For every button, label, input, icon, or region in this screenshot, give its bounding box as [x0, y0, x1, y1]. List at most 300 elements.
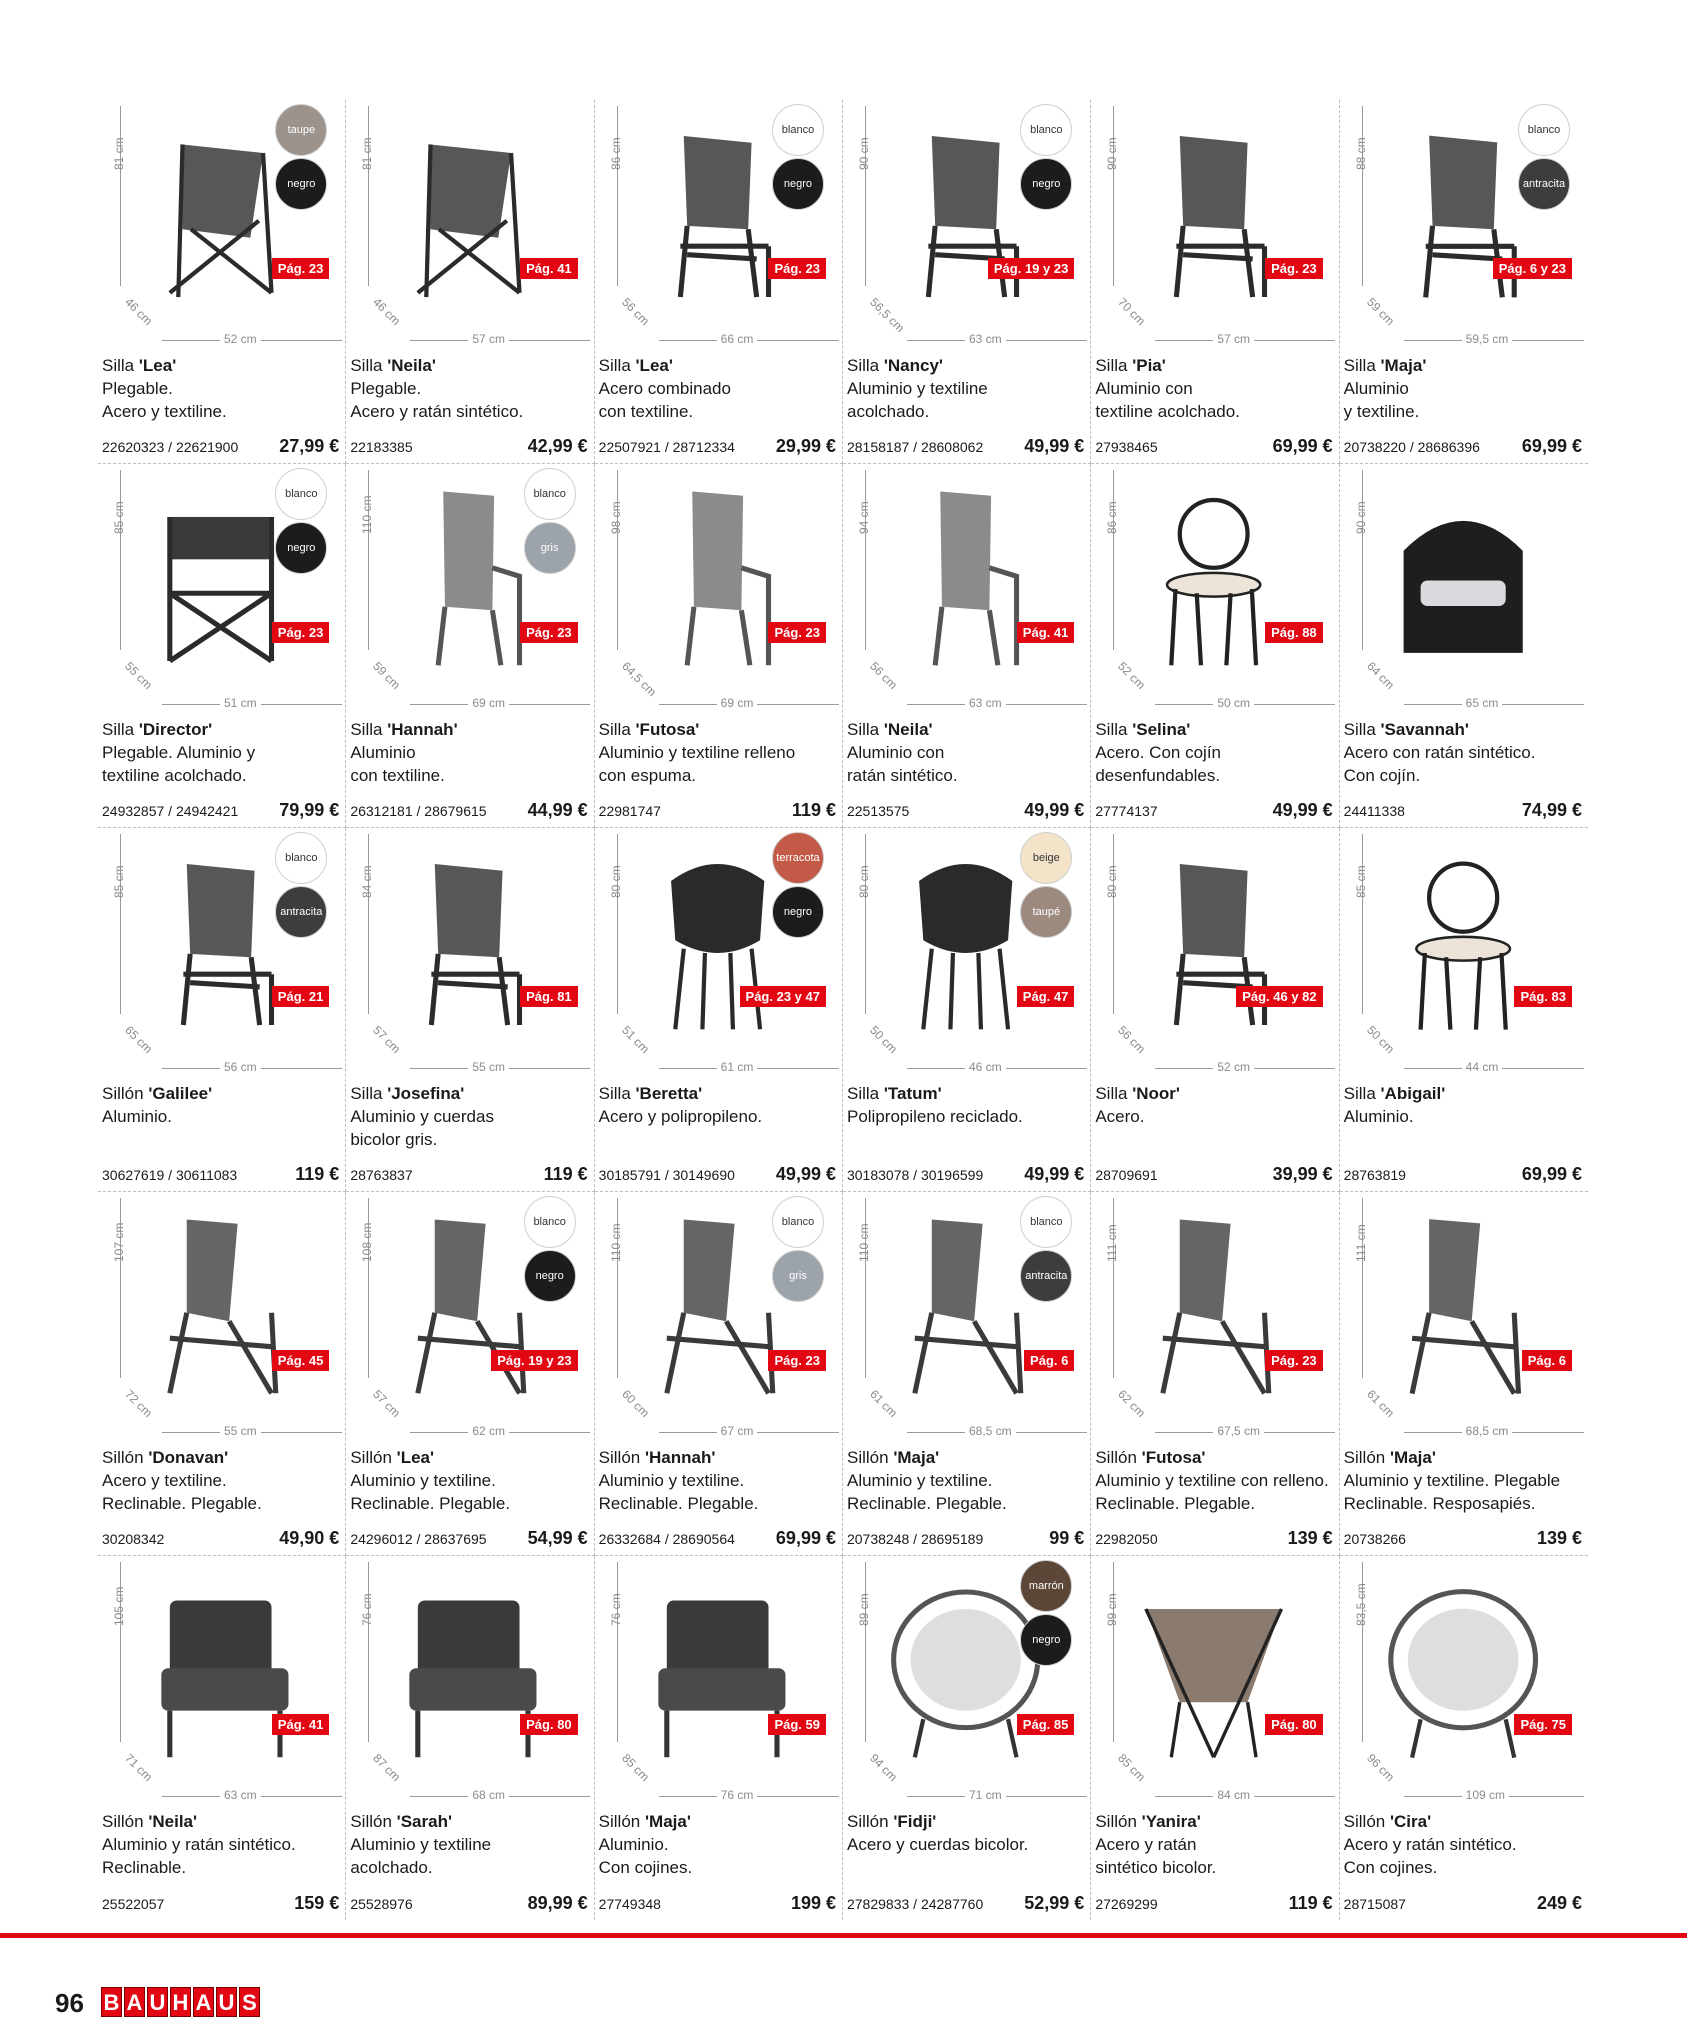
- price: 49,99 €: [775, 1164, 836, 1184]
- height-dimension: 111 cm: [1353, 1224, 1368, 1262]
- product-image: [102, 828, 339, 1078]
- price: 39,99 €: [1272, 1164, 1333, 1184]
- product-title: [1344, 354, 1582, 377]
- product-card[interactable]: [1340, 100, 1588, 464]
- height-dimension-line: [865, 1562, 866, 1742]
- product-description: Acero y polipropileno.: [598, 1107, 763, 1126]
- product-title: [1344, 1810, 1582, 1833]
- color-swatch[interactable]: blanco: [1020, 1196, 1072, 1248]
- article-code: 25528976: [350, 1896, 413, 1912]
- depth-dimension: 71 cm: [122, 1751, 156, 1785]
- width-dimension: 61 cm: [717, 1060, 758, 1074]
- product-card[interactable]: [843, 464, 1091, 828]
- product-title: [847, 1810, 1084, 1833]
- depth-dimension: 85 cm: [618, 1751, 652, 1785]
- page-reference-tag[interactable]: Pág. 41: [520, 258, 578, 279]
- page-reference-tag[interactable]: Pág. 46 y 82: [1236, 986, 1322, 1007]
- height-dimension: 99 cm: [1105, 1593, 1120, 1626]
- product-title: [1344, 1446, 1582, 1469]
- product-info: [847, 1082, 1084, 1128]
- product-type: Silla: [598, 720, 631, 739]
- product-footer: [1344, 800, 1582, 821]
- product-name: 'Noor': [1132, 1084, 1180, 1103]
- product-image: [1095, 100, 1332, 350]
- product-card[interactable]: [1091, 828, 1339, 1192]
- product-description: Con cojines.: [598, 1858, 693, 1877]
- color-swatches: [1020, 1560, 1072, 1666]
- color-swatch[interactable]: negro: [275, 158, 327, 210]
- product-name: 'Pia': [1132, 356, 1166, 375]
- product-info: [1095, 1446, 1332, 1515]
- product-name: 'Galilee': [148, 1084, 213, 1103]
- price: 159 €: [294, 1893, 340, 1913]
- width-dimension: 71 cm: [965, 1788, 1006, 1802]
- product-title: [599, 354, 836, 377]
- product-card[interactable]: [346, 828, 594, 1192]
- product-description: Acero. Con cojín: [1095, 743, 1222, 762]
- product-image: [1344, 464, 1582, 714]
- color-swatches: [1020, 1196, 1072, 1302]
- product-title: [350, 1810, 587, 1833]
- product-card[interactable]: [843, 828, 1091, 1192]
- product-info: [102, 354, 339, 423]
- product-card[interactable]: [595, 828, 843, 1192]
- page-reference-tag[interactable]: Pág. 23: [1265, 258, 1323, 279]
- product-image: [847, 828, 1084, 1078]
- product-footer: [599, 1893, 836, 1914]
- product-name: 'Lea': [396, 1448, 435, 1467]
- color-swatch[interactable]: antracita: [275, 886, 327, 938]
- height-dimension-line: [120, 106, 121, 286]
- page-reference-tag[interactable]: Pág. 19 y 23: [491, 1350, 577, 1371]
- product-footer: [847, 1528, 1084, 1549]
- page-reference-tag[interactable]: Pág. 23 y 47: [740, 986, 826, 1007]
- product-image: [599, 1556, 836, 1806]
- depth-dimension: 57 cm: [370, 1023, 404, 1057]
- product-image: [350, 464, 587, 714]
- product-title: [1095, 1810, 1332, 1833]
- price: 119 €: [1288, 1893, 1333, 1913]
- height-dimension: 80 cm: [856, 865, 871, 898]
- product-type: Silla: [598, 356, 631, 375]
- page-reference-tag[interactable]: Pág. 41: [1017, 622, 1075, 643]
- height-dimension: 110 cm: [608, 1223, 623, 1262]
- depth-dimension: 61 cm: [867, 1387, 901, 1421]
- product-name: 'Fidji': [893, 1812, 937, 1831]
- product-footer: [1344, 1164, 1582, 1185]
- product-footer: [599, 1164, 836, 1185]
- product-card[interactable]: [1340, 464, 1588, 828]
- product-info: [1344, 1082, 1582, 1128]
- page-reference-tag[interactable]: Pág. 23: [1265, 1350, 1323, 1371]
- product-info: [599, 1082, 836, 1128]
- product-type: Sillón: [846, 1448, 889, 1467]
- color-swatches: [1020, 104, 1072, 210]
- page-reference-tag[interactable]: Pág. 23: [768, 622, 826, 643]
- product-card[interactable]: [1091, 464, 1339, 828]
- width-dimension: 63 cm: [965, 696, 1006, 710]
- article-code: 28763819: [1343, 1167, 1406, 1183]
- product-type: Sillón: [598, 1812, 641, 1831]
- product-card[interactable]: [843, 1192, 1091, 1556]
- price: 69,99 €: [775, 1528, 836, 1548]
- product-description: Aluminio y textiline. Plegable: [1343, 1471, 1561, 1490]
- page-reference-tag[interactable]: Pág. 75: [1514, 1714, 1572, 1735]
- depth-dimension: 56 cm: [1115, 1023, 1149, 1057]
- height-dimension: 76 cm: [360, 1593, 375, 1626]
- price: 49,99 €: [1024, 1164, 1085, 1184]
- color-swatch[interactable]: antracita: [1518, 158, 1570, 210]
- product-type: Sillón: [1343, 1812, 1386, 1831]
- article-code: 22620323 / 22621900: [102, 439, 239, 455]
- product-info: [350, 1446, 587, 1515]
- product-info: [102, 1446, 339, 1515]
- product-description: Con cojines.: [1343, 1858, 1438, 1877]
- product-footer: [847, 1164, 1084, 1185]
- product-footer: [1344, 1893, 1582, 1914]
- page-reference-tag[interactable]: Pág. 88: [1265, 622, 1323, 643]
- product-footer: [1095, 436, 1332, 457]
- height-dimension-line: [865, 834, 866, 1014]
- color-swatch[interactable]: taupe: [275, 104, 327, 156]
- product-footer: [102, 436, 339, 457]
- product-card[interactable]: [1091, 1556, 1339, 1920]
- page-reference-tag[interactable]: Pág. 23: [520, 622, 578, 643]
- color-swatch[interactable]: antracita: [1020, 1250, 1072, 1302]
- width-dimension: 57 cm: [468, 332, 509, 346]
- color-swatch[interactable]: gris: [772, 1250, 824, 1302]
- product-image: [847, 1556, 1084, 1806]
- product-type: Sillón: [1343, 1448, 1386, 1467]
- product-card[interactable]: [98, 1556, 346, 1920]
- price: 74,99 €: [1521, 800, 1582, 820]
- product-name: 'Selina': [1132, 720, 1191, 739]
- logo-letter: U: [147, 1987, 168, 2017]
- product-card[interactable]: [346, 1556, 594, 1920]
- article-code: 25522057: [102, 1896, 165, 1912]
- price: 139 €: [1536, 1528, 1582, 1548]
- product-type: Sillón: [1095, 1812, 1137, 1831]
- product-footer: [1095, 800, 1332, 821]
- depth-dimension: 56 cm: [867, 659, 901, 693]
- product-footer: [350, 1893, 587, 1914]
- color-swatches: [772, 104, 824, 210]
- product-description: Aluminio y textiline: [846, 379, 988, 398]
- price: 49,99 €: [1024, 800, 1085, 820]
- height-dimension: 105 cm: [112, 1586, 126, 1626]
- product-info: [599, 354, 836, 423]
- product-image: [1095, 1556, 1332, 1806]
- product-name: 'Josefina': [387, 1084, 465, 1103]
- product-description: y textiline.: [1343, 402, 1420, 421]
- article-code: 27938465: [1095, 439, 1158, 455]
- page-reference-tag[interactable]: Pág. 85: [1017, 1714, 1075, 1735]
- product-footer: [1095, 1893, 1332, 1914]
- product-image: [1095, 828, 1332, 1078]
- page-reference-tag[interactable]: Pág. 21: [272, 986, 330, 1007]
- color-swatch[interactable]: blanco: [275, 832, 327, 884]
- product-info: [599, 1810, 836, 1879]
- product-card[interactable]: [843, 100, 1091, 464]
- height-dimension: 89 cm: [856, 1593, 871, 1626]
- width-dimension: 46 cm: [965, 1060, 1006, 1074]
- price: 54,99 €: [527, 1528, 588, 1548]
- product-card[interactable]: [98, 1192, 346, 1556]
- page-reference-tag[interactable]: Pág. 80: [1265, 1714, 1323, 1735]
- depth-dimension: 46 cm: [370, 295, 404, 329]
- product-description: Aluminio con: [1095, 379, 1193, 398]
- product-footer: [102, 800, 339, 821]
- product-card[interactable]: [98, 464, 346, 828]
- product-name: 'Cira': [1389, 1812, 1432, 1831]
- color-swatch[interactable]: taupé: [1020, 886, 1072, 938]
- color-swatch[interactable]: blanco: [1020, 104, 1072, 156]
- product-description: Aluminio: [1343, 379, 1409, 398]
- product-title: [350, 1446, 587, 1469]
- height-dimension-line: [368, 1562, 369, 1742]
- depth-dimension: 59 cm: [1363, 295, 1397, 329]
- product-footer: [1344, 436, 1582, 457]
- product-type: Silla: [1343, 720, 1376, 739]
- product-description: Reclinable. Resposapiés.: [1343, 1494, 1536, 1513]
- price: 27,99 €: [279, 436, 340, 456]
- width-dimension: 68,5 cm: [965, 1424, 1016, 1438]
- product-title: [1095, 718, 1332, 741]
- color-swatch[interactable]: negro: [275, 522, 327, 574]
- color-swatches: [1518, 104, 1570, 210]
- product-description: Acero combinado: [598, 379, 731, 398]
- page-reference-tag[interactable]: Pág. 23: [768, 1350, 826, 1371]
- color-swatch[interactable]: negro: [524, 1250, 576, 1302]
- page-reference-tag[interactable]: Pág. 23: [272, 258, 330, 279]
- product-title: [102, 1446, 339, 1469]
- logo-letter: B: [101, 1987, 122, 2017]
- color-swatch[interactable]: blanco: [1518, 104, 1570, 156]
- color-swatch[interactable]: marrón: [1020, 1560, 1072, 1612]
- width-dimension: 69 cm: [468, 696, 509, 710]
- product-image: [350, 828, 587, 1078]
- depth-dimension: 64 cm: [1363, 659, 1397, 693]
- product-card[interactable]: [346, 464, 594, 828]
- product-name: 'Savannah': [1380, 720, 1469, 739]
- product-type: Sillón: [102, 1084, 144, 1103]
- color-swatch[interactable]: blanco: [524, 468, 576, 520]
- product-card[interactable]: [98, 100, 346, 464]
- height-dimension-line: [865, 470, 866, 650]
- depth-dimension: 46 cm: [122, 295, 156, 329]
- depth-dimension: 62 cm: [1115, 1387, 1149, 1421]
- price: 29,99 €: [775, 436, 836, 456]
- product-image: [847, 464, 1084, 714]
- article-code: 26312181 / 28679615: [350, 803, 487, 819]
- product-info: [350, 718, 587, 787]
- page-reference-tag[interactable]: Pág. 6: [1024, 1350, 1074, 1371]
- depth-dimension: 70 cm: [1115, 295, 1149, 329]
- color-swatch[interactable]: terracota: [772, 832, 824, 884]
- color-swatch[interactable]: gris: [524, 522, 576, 574]
- product-description: Con cojín.: [1343, 766, 1421, 785]
- product-description: Aluminio y textiline.: [350, 1471, 496, 1490]
- product-footer: [102, 1528, 339, 1549]
- product-card[interactable]: [1091, 1192, 1339, 1556]
- product-image: [599, 1192, 836, 1442]
- color-swatches: [772, 1196, 824, 1302]
- product-description: Acero.: [1095, 1107, 1145, 1126]
- product-name: 'Sarah': [396, 1812, 452, 1831]
- page-reference-tag[interactable]: Pág. 47: [1017, 986, 1075, 1007]
- product-description: Acero y cuerdas bicolor.: [846, 1835, 1029, 1854]
- color-swatch[interactable]: beige: [1020, 832, 1072, 884]
- price: 49,99 €: [1024, 436, 1085, 456]
- product-info: [847, 1810, 1084, 1856]
- height-dimension: 111 cm: [1105, 1224, 1120, 1262]
- product-card[interactable]: [98, 828, 346, 1192]
- color-swatch[interactable]: blanco: [275, 468, 327, 520]
- product-footer: [350, 1164, 587, 1185]
- product-description: Acero y ratán sintético.: [350, 402, 524, 421]
- page-reference-tag[interactable]: Pág. 6 y 23: [1493, 258, 1572, 279]
- product-image: [102, 100, 339, 350]
- product-type: Silla: [1343, 356, 1376, 375]
- product-info: [350, 354, 587, 423]
- product-info: [102, 1082, 339, 1128]
- depth-dimension: 50 cm: [1363, 1023, 1397, 1057]
- article-code: 28709691: [1095, 1167, 1158, 1183]
- height-dimension-line: [1362, 106, 1363, 286]
- width-dimension: 55 cm: [468, 1060, 509, 1074]
- product-image: [1344, 828, 1582, 1078]
- product-title: [350, 718, 587, 741]
- product-description: Acero y textiline.: [102, 402, 227, 421]
- product-info: [1344, 718, 1582, 787]
- product-card[interactable]: [1091, 100, 1339, 464]
- color-swatch[interactable]: blanco: [524, 1196, 576, 1248]
- page-reference-tag[interactable]: Pág. 6: [1522, 1350, 1572, 1371]
- product-title: [350, 1082, 587, 1105]
- color-swatches: [1020, 832, 1072, 938]
- product-type: Silla: [1343, 1084, 1376, 1103]
- product-card[interactable]: [595, 1192, 843, 1556]
- product-description: textiline acolchado.: [1095, 402, 1240, 421]
- article-code: 24296012 / 28637695: [350, 1531, 487, 1547]
- color-swatch[interactable]: negro: [1020, 1614, 1072, 1666]
- page-reference-tag[interactable]: Pág. 59: [768, 1714, 826, 1735]
- product-name: 'Yanira': [1141, 1812, 1201, 1831]
- price: 99 €: [1049, 1528, 1085, 1548]
- product-description: con textiline.: [598, 402, 694, 421]
- product-info: [599, 1446, 836, 1515]
- color-swatch[interactable]: negro: [772, 158, 824, 210]
- product-card[interactable]: [1340, 1192, 1588, 1556]
- page-reference-tag[interactable]: Pág. 19 y 23: [988, 258, 1074, 279]
- product-description: acolchado.: [846, 402, 930, 421]
- price: 249 €: [1536, 1893, 1582, 1913]
- product-image: [599, 464, 836, 714]
- article-code: 22982050: [1095, 1531, 1158, 1547]
- depth-dimension: 72 cm: [122, 1387, 156, 1421]
- article-code: 27829833 / 24287760: [846, 1896, 984, 1912]
- price: 119 €: [791, 800, 836, 820]
- article-code: 28763837: [350, 1167, 413, 1183]
- price: 79,99 €: [279, 800, 340, 820]
- price: 52,99 €: [1024, 1893, 1085, 1913]
- height-dimension-line: [1113, 470, 1114, 650]
- product-image: [599, 100, 836, 350]
- product-description: desenfundables.: [1095, 766, 1221, 785]
- width-dimension: 52 cm: [220, 332, 261, 346]
- product-title: [847, 354, 1084, 377]
- page-reference-tag[interactable]: Pág. 23: [272, 622, 330, 643]
- product-description: Reclinable. Plegable.: [846, 1494, 1007, 1513]
- price: 119 €: [295, 1164, 340, 1184]
- product-card[interactable]: [1340, 1556, 1588, 1920]
- product-title: [102, 718, 339, 741]
- product-type: Sillón: [350, 1812, 392, 1831]
- color-swatch[interactable]: blanco: [772, 104, 824, 156]
- product-type: Sillón: [102, 1812, 144, 1831]
- width-dimension: 51 cm: [220, 696, 261, 710]
- product-card[interactable]: [346, 100, 594, 464]
- product-card[interactable]: [595, 464, 843, 828]
- product-name: 'Futosa': [635, 720, 700, 739]
- width-dimension: 66 cm: [717, 332, 758, 346]
- price: 69,99 €: [1521, 436, 1582, 456]
- logo-letter: H: [170, 1987, 191, 2017]
- product-description: Aluminio y textiline.: [598, 1471, 745, 1490]
- product-description: Aluminio y cuerdas: [350, 1107, 494, 1126]
- width-dimension: 63 cm: [220, 1788, 261, 1802]
- product-description: Reclinable. Plegable.: [102, 1494, 262, 1513]
- article-code: 20738220 / 28686396: [1343, 439, 1480, 455]
- product-image: [102, 464, 339, 714]
- page-reference-tag[interactable]: Pág. 41: [272, 1714, 330, 1735]
- width-dimension: 109 cm: [1462, 1788, 1509, 1802]
- product-title: [599, 1446, 836, 1469]
- height-dimension: 86 cm: [608, 137, 623, 170]
- height-dimension: 107 cm: [112, 1222, 126, 1262]
- product-name: 'Tatum': [883, 1084, 942, 1103]
- product-card[interactable]: [843, 1556, 1091, 1920]
- product-description: Aluminio y textiline con relleno.: [1095, 1471, 1329, 1490]
- height-dimension-line: [617, 1562, 618, 1742]
- bauhaus-logo: [101, 1987, 260, 2017]
- product-image: [847, 1192, 1084, 1442]
- page-reference-tag[interactable]: Pág. 83: [1514, 986, 1572, 1007]
- product-image: [1095, 1192, 1332, 1442]
- color-swatch[interactable]: blanco: [772, 1196, 824, 1248]
- color-swatch[interactable]: negro: [1020, 158, 1072, 210]
- product-card[interactable]: [346, 1192, 594, 1556]
- page-reference-tag[interactable]: Pág. 80: [520, 1714, 578, 1735]
- page-reference-tag[interactable]: Pág. 23: [768, 258, 826, 279]
- product-card[interactable]: [1340, 828, 1588, 1192]
- price: 199 €: [790, 1893, 836, 1913]
- product-image: [1344, 1192, 1582, 1442]
- page-reference-tag[interactable]: Pág. 45: [272, 1350, 330, 1371]
- product-description: Reclinable.: [102, 1858, 187, 1877]
- article-code: 24411338: [1343, 803, 1405, 819]
- width-dimension: 63 cm: [965, 332, 1006, 346]
- product-info: [102, 718, 339, 787]
- product-card[interactable]: [595, 1556, 843, 1920]
- page-reference-tag[interactable]: Pág. 81: [520, 986, 578, 1007]
- product-footer: [350, 800, 587, 821]
- color-swatch[interactable]: negro: [772, 886, 824, 938]
- height-dimension: 90 cm: [1353, 501, 1368, 534]
- depth-dimension: 59 cm: [370, 659, 404, 693]
- product-description: Aluminio y textiline relleno: [598, 743, 796, 762]
- product-card[interactable]: [595, 100, 843, 464]
